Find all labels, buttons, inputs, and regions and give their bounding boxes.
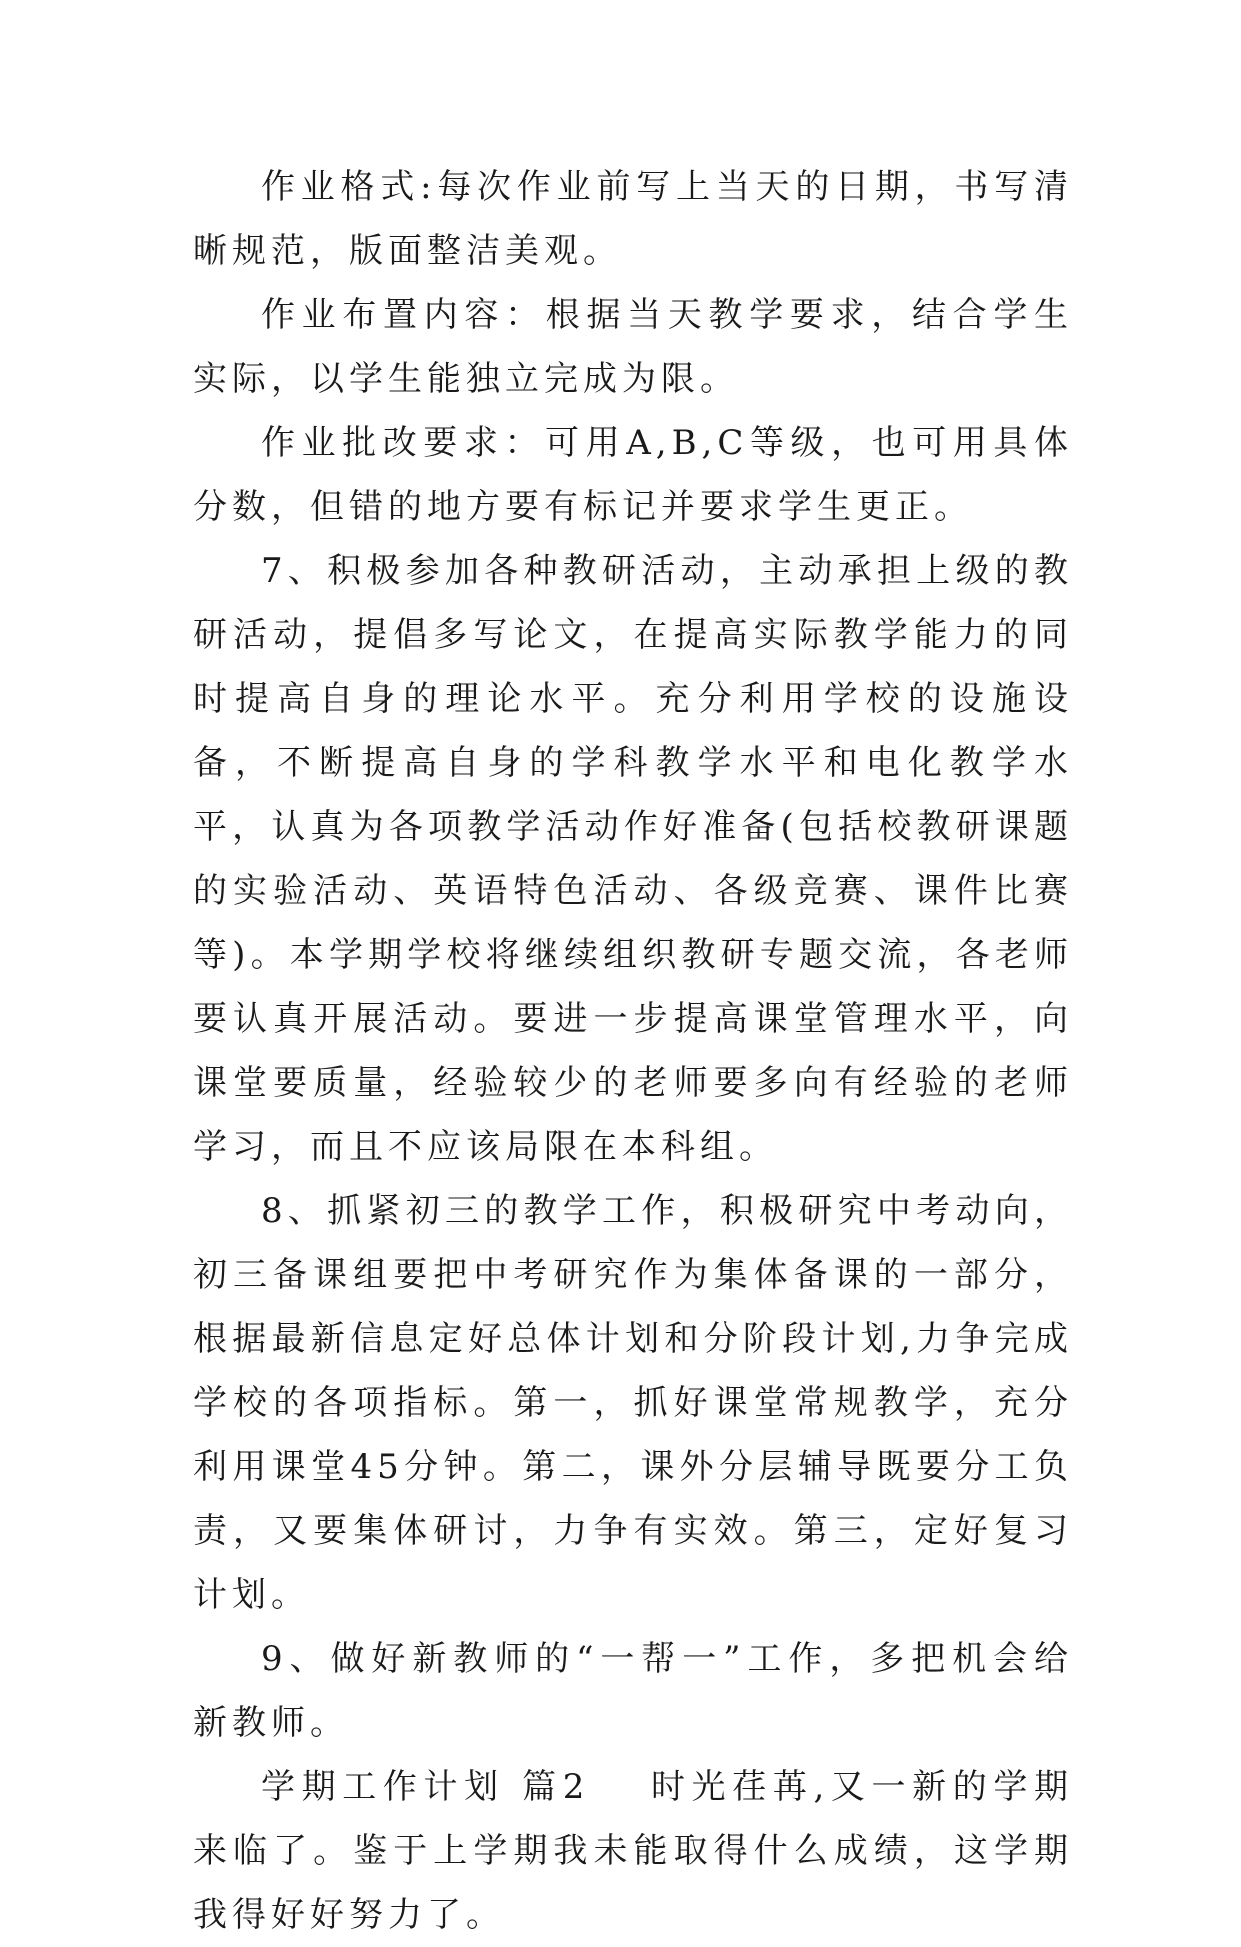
paragraph-homework-grading: 作业批改要求：可用A,B,C等级，也可用具体分数，但错的地方要有标记并要求学生更正。	[193, 423, 1073, 527]
paragraph-homework-content: 作业布置内容：根据当天教学要求，结合学生实际，以学生能独立完成为限。	[193, 295, 1073, 399]
document-body	[193, 155, 1073, 1947]
paragraph-homework-format: 作业格式:每次作业前写上当天的日期，书写清晰规范，版面整洁美观。	[193, 167, 1073, 271]
paragraph-plan-2	[193, 1755, 1073, 1947]
paragraph-item-9: 9、做好新教师的“一帮一”工作，多把机会给新教师。	[193, 1639, 1073, 1743]
section-heading: 学期工作计划 篇2	[261, 1767, 590, 1807]
section-text: 时光荏苒,又一新的学期来临了。鉴于上学期我未能取得什么成绩，这学期我得好好努力了。	[193, 1767, 1073, 1935]
paragraph-item-8: 8、抓紧初三的教学工作，积极研究中考动向，初三备课组要把中考研究作为集体备课的一部分，根据最新信息定好总体计划和分阶段计划,力争完成学校的各项指标。第一，抓好课堂常规教学，充分利用课堂45分钟。第二，课外分层辅导既要分工负责，又要集体研讨，力争有实效。第三，定好复习计划。	[193, 1191, 1073, 1615]
paragraph-item-7: 7、积极参加各种教研活动，主动承担上级的教研活动，提倡多写论文，在提高实际教学能力的同时提高自身的理论水平。充分利用学校的设施设备，不断提高自身的学科教学水平和电化教学水平，认真为各项教学活动作好准备(包括校教研课题的实验活动、英语特色活动、各级竞赛、课件比赛等)。本学期学校将继续组织教研专题交流，各老师要认真开展活动。要进一步提高课堂管理水平，向课堂要质量，经验较少的老师要多向有经验的老师学习，而且不应该局限在本科组。	[193, 551, 1073, 1167]
